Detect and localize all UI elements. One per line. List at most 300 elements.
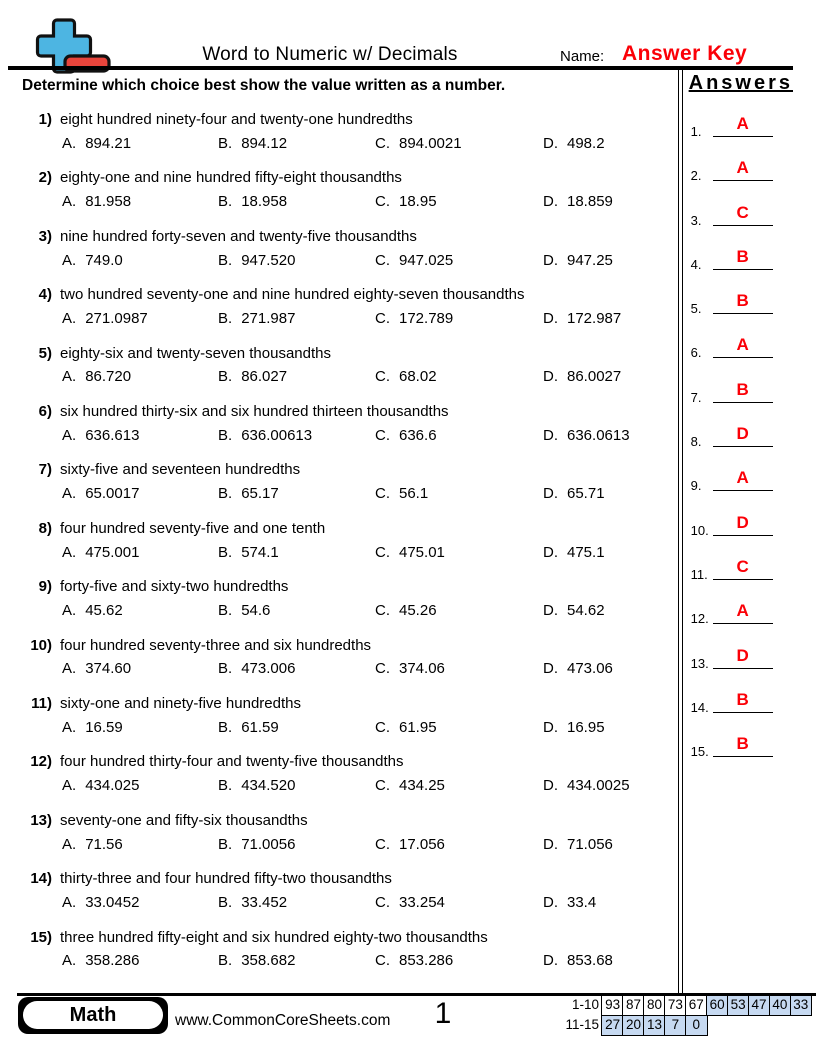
choice-letter: C. — [375, 309, 390, 327]
question-line — [22, 166, 678, 190]
answer-number: 1. — [690, 124, 702, 139]
choice-letter: A. — [62, 193, 77, 211]
choice-letter: C. — [375, 134, 390, 152]
name-label: Name: — [560, 48, 605, 65]
question-number: 4) — [38, 286, 52, 304]
choices-row — [62, 541, 678, 565]
answer-number: 2. — [690, 168, 702, 184]
choice-letter: A. — [62, 485, 77, 503]
choice-letter: D. — [543, 426, 558, 444]
choice — [375, 365, 543, 389]
question — [22, 517, 678, 564]
question-number: 6) — [38, 403, 52, 421]
choice-letter: C. — [375, 952, 390, 970]
question-line — [22, 517, 678, 541]
choice-value: 33.0452 — [85, 893, 140, 911]
score-cell: 20 — [622, 1015, 645, 1036]
question-line — [22, 108, 678, 132]
answer-blank-line — [713, 225, 773, 226]
question-text: sixty-one and ninety-five hundredths — [60, 695, 301, 713]
page-number: 1 — [434, 997, 452, 1030]
choice — [62, 132, 218, 156]
choice-letter: C. — [375, 601, 390, 619]
score-row-1 — [530, 995, 812, 1016]
choice — [375, 716, 543, 740]
choice-value: 68.02 — [399, 368, 437, 386]
choice-letter: B. — [218, 660, 233, 678]
choice-letter: D. — [543, 952, 558, 970]
choice — [375, 833, 543, 857]
choice-value: 18.95 — [399, 193, 437, 211]
choice-value: 434.0025 — [567, 777, 630, 795]
choice — [218, 774, 375, 798]
answer-row — [689, 196, 793, 229]
answer-row — [689, 240, 793, 273]
choice-value: 271.987 — [241, 309, 296, 327]
answer-row — [689, 417, 793, 450]
answer-letter: B — [736, 246, 749, 266]
answer-letter: B — [736, 379, 749, 399]
answer-blank-line — [713, 535, 773, 536]
choice — [218, 424, 375, 448]
answer-letter: A — [736, 114, 749, 133]
question-text: sixty-five and seventeen hundredths — [60, 461, 301, 479]
answer-letter: D — [736, 512, 749, 532]
score-cell: 60 — [706, 995, 729, 1016]
answer-blank-line — [713, 269, 773, 270]
answer-number: 14. — [690, 699, 709, 715]
answer-letter: D — [736, 424, 749, 444]
choice-value: 947.25 — [567, 251, 613, 269]
answer-blank-line — [713, 712, 773, 713]
question — [22, 809, 678, 856]
choice-letter: A. — [62, 601, 77, 619]
choice-value: 86.027 — [241, 368, 288, 386]
choice-value: 434.25 — [399, 777, 445, 795]
choice — [543, 657, 678, 681]
choice — [218, 482, 375, 506]
answer-blank-line — [713, 136, 773, 137]
answer-number: 3. — [690, 212, 702, 228]
choice — [375, 657, 543, 681]
question-text: forty-five and sixty-two hundredths — [60, 578, 289, 596]
choice — [62, 599, 218, 623]
choice-value: 61.95 — [399, 718, 437, 736]
choice-letter: C. — [375, 193, 390, 211]
score-cell: 33 — [790, 995, 813, 1016]
answer-row — [689, 373, 793, 406]
answer-letter: A — [736, 158, 749, 178]
question — [22, 166, 678, 213]
choice-value: 358.286 — [85, 952, 140, 970]
choice-value: 475.001 — [85, 543, 140, 561]
question — [22, 108, 678, 155]
score-cell: 0 — [685, 1015, 708, 1036]
question — [22, 867, 678, 914]
choice-letter: A. — [62, 134, 77, 152]
choice-value: 18.958 — [241, 193, 288, 211]
question-number: 3) — [38, 227, 52, 245]
question — [22, 225, 678, 272]
choice — [543, 949, 678, 973]
question-number: 13) — [30, 811, 52, 829]
choice — [218, 657, 375, 681]
choice-value: 16.95 — [567, 718, 605, 736]
choice — [375, 599, 543, 623]
choice-letter: A. — [62, 309, 77, 327]
choice — [543, 833, 678, 857]
choice-value: 54.6 — [241, 601, 271, 619]
answer-number: 6. — [690, 345, 702, 361]
choice — [62, 541, 218, 565]
answer-blank-line — [713, 313, 773, 314]
choice-letter: D. — [543, 368, 558, 386]
choice-letter: B. — [218, 777, 233, 795]
answer-number: 7. — [690, 389, 702, 405]
answer-number: 10. — [690, 522, 709, 538]
choices-row — [62, 424, 678, 448]
choice-value: 45.26 — [399, 601, 437, 619]
answer-row — [689, 284, 793, 317]
choice-value: 358.682 — [241, 952, 296, 970]
choice-letter: D. — [543, 193, 558, 211]
answer-key-label: Answer Key — [622, 42, 748, 65]
choice-value: 61.59 — [241, 718, 279, 736]
choices-row — [62, 249, 678, 273]
choice-letter: A. — [62, 893, 77, 911]
choices-row — [62, 891, 678, 915]
choice-letter: A. — [62, 543, 77, 561]
answers-list — [689, 107, 793, 760]
choice-value: 853.286 — [399, 952, 454, 970]
choice-letter: B. — [218, 134, 233, 152]
score-row-label: 11-15 — [565, 1016, 599, 1032]
choice — [543, 307, 678, 331]
answer-blank-line — [713, 623, 773, 624]
choice-letter: D. — [543, 251, 558, 269]
choice-value: 17.056 — [399, 835, 445, 853]
choice — [375, 132, 543, 156]
question-text: four hundred thirty-four and twenty-five thousandths — [60, 753, 404, 771]
choice-value: 65.71 — [567, 485, 605, 503]
choice — [62, 307, 218, 331]
score-cell: 93 — [601, 995, 624, 1016]
choices-row — [62, 482, 678, 506]
choice-letter: D. — [543, 485, 558, 503]
website-url: www.CommonCoreSheets.com — [175, 1012, 391, 1029]
answer-blank-line — [713, 756, 773, 757]
choice — [375, 541, 543, 565]
answer-number: 15. — [690, 744, 709, 760]
question-text: six hundred thirty-six and six hundred thirteen thousandths — [60, 403, 449, 421]
choice-value: 374.60 — [85, 660, 132, 678]
question-text: four hundred seventy-three and six hundredths — [60, 636, 372, 654]
question-text: thirty-three and four hundred fifty-two thousandths — [60, 870, 392, 888]
choice-letter: C. — [375, 835, 390, 853]
question-number: 10) — [30, 636, 52, 654]
questions-list — [22, 108, 678, 973]
choice — [375, 424, 543, 448]
choice — [218, 833, 375, 857]
answer-row — [689, 594, 793, 627]
choice — [543, 132, 678, 156]
question-line — [22, 867, 678, 891]
score-cell: 27 — [601, 1015, 624, 1036]
answer-letter: A — [736, 468, 749, 488]
choice — [375, 307, 543, 331]
question-number: 11) — [31, 695, 52, 713]
choice-value: 749.0 — [85, 251, 123, 269]
choice-letter: D. — [543, 134, 558, 152]
choices-row — [62, 774, 678, 798]
question-number: 2) — [38, 169, 52, 187]
choice-value: 473.06 — [567, 660, 613, 678]
choice-letter: B. — [218, 485, 233, 503]
choice-value: 33.4 — [567, 893, 597, 911]
question-line — [22, 809, 678, 833]
answer-number: 12. — [690, 611, 709, 627]
question-line — [22, 458, 678, 482]
choice-value: 434.025 — [85, 777, 140, 795]
question-text: nine hundred forty-seven and twenty-five thousandths — [60, 227, 417, 245]
choice-letter: A. — [62, 660, 77, 678]
choice — [62, 774, 218, 798]
subject-label: Math — [23, 1001, 163, 1029]
answer-letter: B — [736, 689, 749, 709]
answer-letter: C — [736, 556, 749, 576]
choice — [62, 949, 218, 973]
score-row-2 — [530, 1015, 708, 1036]
choice — [218, 949, 375, 973]
answer-number: 4. — [690, 256, 702, 272]
choice-letter: A. — [62, 835, 77, 853]
score-cell: 53 — [727, 995, 750, 1016]
choice — [62, 424, 218, 448]
score-cell: 7 — [664, 1015, 687, 1036]
choice-value: 636.00613 — [241, 426, 313, 444]
choice — [543, 190, 678, 214]
choice-letter: A. — [62, 718, 77, 736]
choice-value: 86.0027 — [567, 368, 622, 386]
choices-row — [62, 307, 678, 331]
choice-letter: C. — [375, 893, 390, 911]
choice — [543, 716, 678, 740]
question-number: 9) — [38, 578, 52, 596]
choice — [543, 365, 678, 389]
choice-letter: B. — [218, 952, 233, 970]
score-cell: 80 — [643, 995, 666, 1016]
question-number: 8) — [38, 519, 52, 537]
choice — [62, 716, 218, 740]
choice-value: 636.0613 — [567, 426, 630, 444]
choice — [543, 774, 678, 798]
answers-panel — [683, 70, 793, 993]
choice — [62, 833, 218, 857]
answer-blank-line — [713, 490, 773, 491]
choices-row — [62, 949, 678, 973]
answer-letter: B — [736, 291, 749, 311]
question-number: 1) — [38, 111, 52, 128]
choice-letter: B. — [218, 543, 233, 561]
question-number: 15) — [30, 928, 52, 946]
choices-row — [62, 190, 678, 214]
choice-letter: A. — [62, 777, 77, 795]
answer-blank-line — [713, 180, 773, 181]
answer-letter: A — [736, 601, 749, 621]
choice-letter: A. — [62, 251, 77, 269]
choice-letter: A. — [62, 368, 77, 386]
choice-value: 434.520 — [241, 777, 296, 795]
question-text: four hundred seventy-five and one tenth — [60, 519, 326, 537]
answer-row — [689, 550, 793, 583]
choice-value: 374.06 — [399, 660, 445, 678]
answer-blank-line — [713, 446, 773, 447]
choice-letter: B. — [218, 309, 233, 327]
subject-badge — [18, 997, 168, 1034]
choices-row — [62, 599, 678, 623]
choice-letter: B. — [218, 193, 233, 211]
choice — [543, 891, 678, 915]
choice-letter: B. — [218, 718, 233, 736]
answer-blank-line — [713, 402, 773, 403]
choice-letter: B. — [218, 251, 233, 269]
choice — [543, 599, 678, 623]
choice-value: 894.21 — [85, 134, 132, 152]
choice-value: 86.720 — [85, 368, 132, 386]
choice-value: 574.1 — [241, 543, 279, 561]
choice-value: 33.254 — [399, 893, 445, 911]
choice-value: 54.62 — [567, 601, 605, 619]
answer-row — [689, 107, 793, 140]
question-line — [22, 283, 678, 307]
question-number: 14) — [30, 870, 52, 888]
choice-value: 894.12 — [241, 134, 288, 152]
question-text: eighty-one and nine hundred fifty-eight thousandths — [60, 169, 402, 187]
choice-letter: D. — [543, 601, 558, 619]
answer-row — [689, 683, 793, 716]
choice-value: 33.452 — [241, 893, 288, 911]
question-text: three hundred fifty-eight and six hundred eighty-two thousandths — [60, 928, 488, 946]
choice-letter: C. — [375, 543, 390, 561]
score-row-label: 1-10 — [571, 996, 599, 1012]
choice-value: 172.987 — [567, 309, 622, 327]
choice — [543, 249, 678, 273]
answers-heading: Answers — [688, 72, 793, 94]
choices-row — [62, 833, 678, 857]
choice — [543, 541, 678, 565]
choice-letter: D. — [543, 835, 558, 853]
choice-value: 475.01 — [399, 543, 445, 561]
question-text: two hundred seventy-one and nine hundred eighty-seven thousandths — [60, 286, 525, 304]
choice — [375, 249, 543, 273]
choices-row — [62, 132, 678, 156]
choice-letter: D. — [543, 543, 558, 561]
choice — [62, 249, 218, 273]
question-text: eighty-six and twenty-seven thousandths — [60, 344, 331, 362]
answer-number: 9. — [690, 478, 702, 494]
score-cell: 67 — [685, 995, 708, 1016]
choice-value: 636.613 — [85, 426, 140, 444]
choice-letter: B. — [218, 426, 233, 444]
content-area — [8, 70, 793, 993]
choice-letter: D. — [543, 777, 558, 795]
question — [22, 342, 678, 389]
choice — [218, 541, 375, 565]
question-line — [22, 225, 678, 249]
question-number: 12) — [30, 753, 52, 771]
choice-letter: D. — [543, 660, 558, 678]
choices-row — [62, 365, 678, 389]
choice — [375, 891, 543, 915]
score-cell: 13 — [643, 1015, 666, 1036]
instruction-text: Determine which choice best show the value written as a number. — [22, 77, 506, 94]
question-number: 5) — [38, 344, 52, 362]
choice-value: 894.0021 — [399, 134, 462, 152]
question-text: eight hundred ninety-four and twenty-one hundredths — [60, 111, 413, 128]
answer-letter: A — [736, 335, 749, 355]
choice-value: 65.0017 — [85, 485, 140, 503]
choice-letter: B. — [218, 601, 233, 619]
answer-number: 11. — [690, 566, 708, 582]
choice-value: 16.59 — [85, 718, 123, 736]
question — [22, 926, 678, 973]
answer-row — [689, 151, 793, 184]
choice-letter: C. — [375, 426, 390, 444]
choice — [543, 424, 678, 448]
choice — [218, 249, 375, 273]
choice-value: 853.68 — [567, 952, 613, 970]
choice — [218, 132, 375, 156]
choice — [218, 891, 375, 915]
question — [22, 458, 678, 505]
choice — [62, 657, 218, 681]
page-title: Word to Numeric w/ Decimals — [202, 44, 458, 65]
choice-value: 71.56 — [85, 835, 123, 853]
choice-letter: C. — [375, 660, 390, 678]
choice — [375, 190, 543, 214]
answer-row — [689, 461, 793, 494]
answer-letter: C — [736, 202, 749, 222]
answer-blank-line — [713, 579, 773, 580]
choice — [218, 365, 375, 389]
question-line — [22, 575, 678, 599]
choice-value: 271.0987 — [85, 309, 148, 327]
header-rule — [8, 66, 793, 70]
choice-letter: D. — [543, 718, 558, 736]
choice-letter: C. — [375, 718, 390, 736]
choice — [62, 482, 218, 506]
score-cell: 87 — [622, 995, 645, 1016]
choice — [375, 774, 543, 798]
question-line — [22, 400, 678, 424]
choice-value: 56.1 — [399, 485, 429, 503]
choice — [218, 599, 375, 623]
choice-letter: C. — [375, 251, 390, 269]
choice-value: 45.62 — [85, 601, 123, 619]
question — [22, 575, 678, 622]
choice-letter: B. — [218, 368, 233, 386]
answer-blank-line — [713, 357, 773, 358]
question — [22, 400, 678, 447]
question — [22, 634, 678, 681]
question — [22, 750, 678, 797]
choice — [543, 482, 678, 506]
answer-blank-line — [713, 668, 773, 669]
choices-row — [62, 716, 678, 740]
choice — [218, 307, 375, 331]
choice-letter: D. — [543, 893, 558, 911]
score-cell: 73 — [664, 995, 687, 1016]
